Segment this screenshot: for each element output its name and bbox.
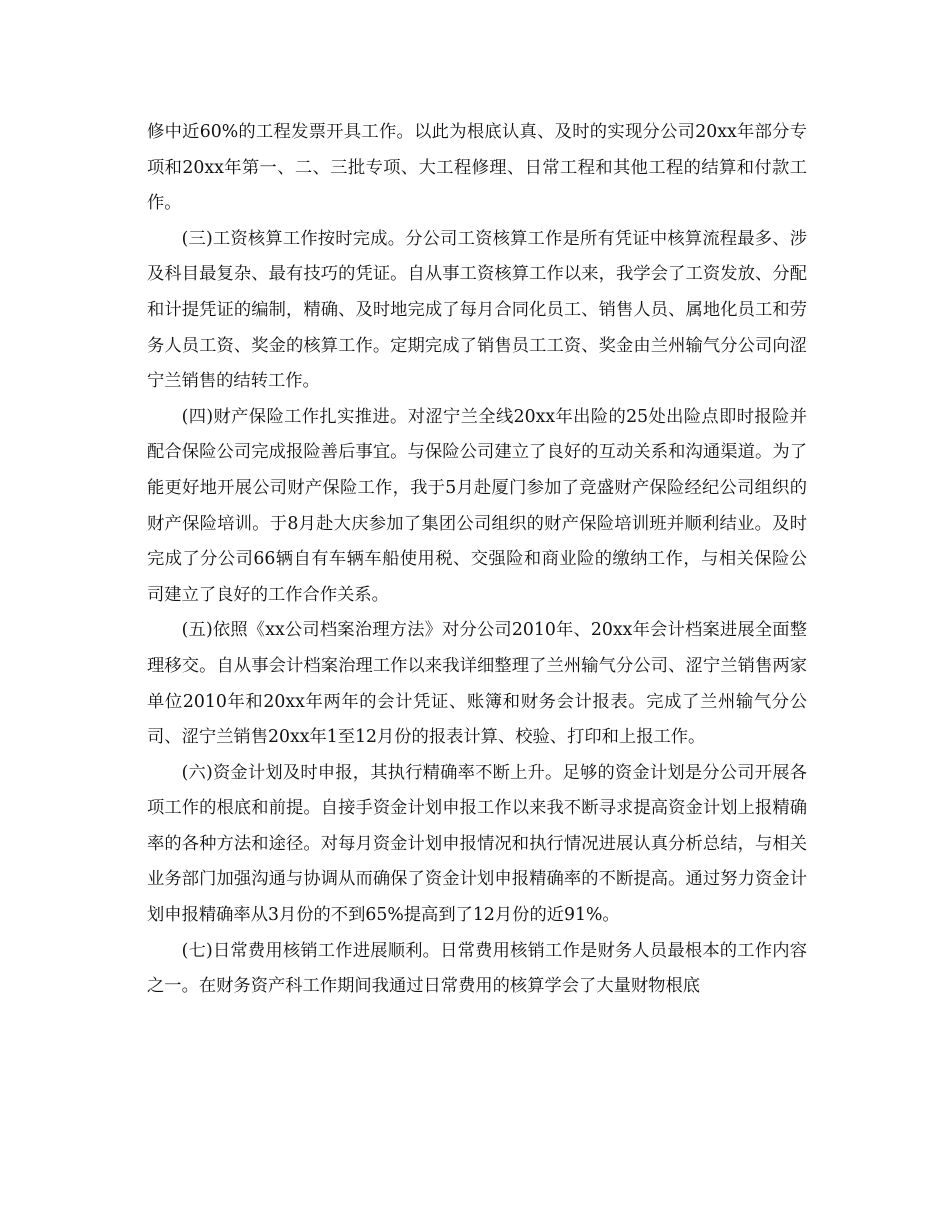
paragraph-daily-expenses: (七)日常费用核销工作进展顺利。日常费用核销工作是财务人员最根本的工作内容之一。在财务资产科工作期间我通过日常费用的核算学会了大量财物根底: [147, 940, 807, 997]
paragraph-continued: 修中近60%的工程发票开具工作。以此为根底认真、及时的实现分公司20xx年部分专项和20xx年第一、二、三批专项、大工程修理、日常工程和其他工程的结算和付款工作。: [147, 122, 807, 214]
paragraph-fund-planning: (六)资金计划及时申报，其执行精确率不断上升。足够的资金计划是分公司开展各项工作的根底和前提。自接手资金计划申报工作以来我不断寻求提高资金计划上报精确率的各种方法和途径。对每月资金计划申报情况和执行情况进展认真分析总结，与相关业务部门加强沟通与协调从而确保了资金计划申报精确率的不断提高。通过努力资金计划申报精确率从3月份的不到65%提高到了12月份的近91%。: [147, 762, 807, 926]
paragraph-accounting-archives: (五)依照《xx公司档案治理方法》对分公司2010年、20xx年会计档案进展全面整理移交。自从事会计档案治理工作以来我详细整理了兰州输气分公司、涩宁兰销售两家单位2010年和20xx年两年的会计凭证、账簿和财务会计报表。完成了兰州输气分公司、涩宁兰销售20xx年1至12月份的报表计算、校验、打印和上报工作。: [147, 620, 807, 748]
document-body: [147, 115, 807, 1005]
paragraph-property-insurance: (四)财产保险工作扎实推进。对涩宁兰全线20xx年出险的25处出险点即时报险并配合保险公司完成报险善后事宜。与保险公司建立了良好的互动关系和沟通渠道。为了能更好地开展公司财产保险工作，我于5月赴厦门参加了竞盛财产保险经纪公司组织的财产保险培训。于8月赴大庆参加了集团公司组织的财产保险培训班并顺利结业。及时完成了分公司66辆自有车辆车船使用税、交强险和商业险的缴纳工作，与相关保险公司建立了良好的工作合作关系。: [147, 406, 807, 605]
paragraph-payroll-accounting: (三)工资核算工作按时完成。分公司工资核算工作是所有凭证中核算流程最多、涉及科目最复杂、最有技巧的凭证。自从事工资核算工作以来，我学会了工资发放、分配和计提凭证的编制，精确、及时地完成了每月合同化员工、销售人员、属地化员工和劳务人员工资、奖金的核算工作。定期完成了销售员工工资、奖金由兰州输气分公司向涩宁兰销售的结转工作。: [147, 228, 807, 392]
